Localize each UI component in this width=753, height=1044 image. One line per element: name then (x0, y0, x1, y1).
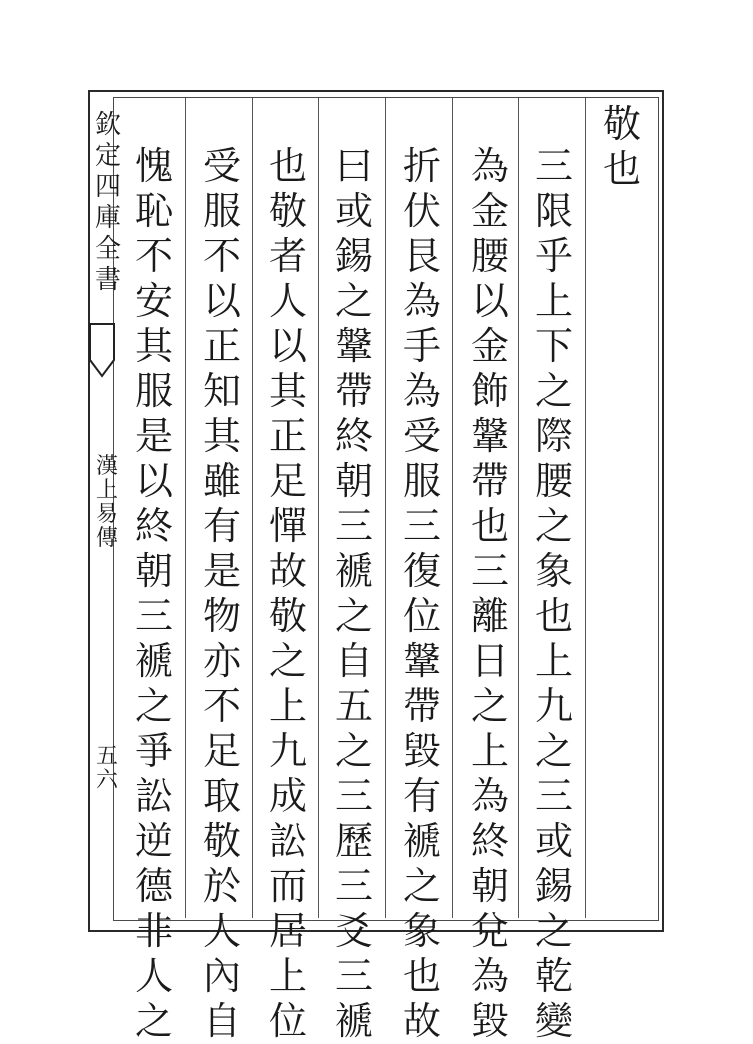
glyph: 服 (402, 459, 441, 503)
glyph: 上 (534, 279, 573, 323)
glyph: 敬 (202, 819, 241, 863)
glyph: 以 (134, 459, 173, 503)
glyph: 朝 (134, 549, 173, 593)
glyph: 為 (470, 954, 509, 998)
glyph: 有 (202, 504, 241, 548)
glyph: 爭 (134, 729, 173, 773)
glyph: 之 (402, 864, 441, 908)
glyph: 三 (470, 549, 509, 593)
glyph: 者 (268, 234, 307, 278)
glyph: 人 (202, 909, 241, 953)
glyph: 成 (268, 774, 307, 818)
glyph: 是 (202, 549, 241, 593)
folio-number (92, 745, 122, 793)
glyph: 人 (268, 279, 307, 323)
column-rule (585, 98, 586, 918)
glyph: 帶 (334, 369, 373, 413)
glyph: 正 (202, 324, 241, 368)
glyph: 受 (402, 414, 441, 458)
glyph: 足 (202, 729, 241, 773)
glyph: 內 (202, 954, 241, 998)
glyph: 之 (534, 504, 573, 548)
glyph: 不 (134, 234, 173, 278)
glyph: 為 (402, 369, 441, 413)
column-rule (318, 98, 319, 918)
glyph: 三 (334, 954, 373, 998)
glyph: 朝 (334, 459, 373, 503)
glyph: 三 (534, 774, 573, 818)
glyph: 上 (95, 478, 118, 503)
glyph: 以 (470, 279, 509, 323)
glyph: 朝 (470, 864, 509, 908)
fishtail-mark (88, 320, 116, 380)
glyph: 安 (134, 279, 173, 323)
column-rule (252, 98, 253, 918)
glyph: 於 (202, 864, 241, 908)
glyph: 以 (202, 279, 241, 323)
glyph: 故 (402, 999, 441, 1043)
glyph: 恥 (134, 189, 173, 233)
glyph: 也 (470, 504, 509, 548)
glyph: 全 (94, 234, 121, 264)
glyph: 三 (134, 594, 173, 638)
glyph: 三 (334, 504, 373, 548)
glyph: 人 (134, 954, 173, 998)
glyph: 憚 (268, 504, 307, 548)
glyph: 曰 (334, 144, 373, 188)
glyph: 之 (534, 909, 573, 953)
glyph: 之 (134, 684, 173, 728)
glyph: 德 (134, 864, 173, 908)
glyph: 帶 (470, 459, 509, 503)
glyph: 三 (334, 864, 373, 908)
glyph: 為 (470, 774, 509, 818)
glyph: 位 (402, 594, 441, 638)
glyph: 兌 (470, 909, 509, 953)
glyph: 上 (268, 684, 307, 728)
glyph: 敬 (602, 102, 641, 146)
glyph: 自 (334, 639, 373, 683)
glyph: 之 (334, 594, 373, 638)
glyph: 褫 (134, 639, 173, 683)
glyph: 鞶 (402, 639, 441, 683)
glyph: 伏 (402, 189, 441, 233)
glyph: 毀 (470, 999, 509, 1043)
glyph: 之 (334, 279, 373, 323)
glyph: 為 (470, 144, 509, 188)
glyph: 漢 (95, 454, 118, 479)
glyph: 終 (470, 819, 509, 863)
glyph: 足 (268, 459, 307, 503)
glyph: 復 (402, 549, 441, 593)
glyph: 庫 (94, 203, 121, 233)
text-column-3 (460, 144, 520, 1044)
glyph: 爻 (334, 909, 373, 953)
glyph: 象 (402, 909, 441, 953)
glyph: 其 (202, 414, 241, 458)
glyph: 傳 (95, 526, 118, 551)
glyph: 之 (470, 684, 509, 728)
glyph: 其 (268, 369, 307, 413)
glyph: 訟 (134, 774, 173, 818)
text-column-6 (258, 144, 318, 1044)
glyph: 腰 (470, 234, 509, 278)
glyph: 也 (534, 594, 573, 638)
glyph: 上 (268, 954, 307, 998)
glyph: 欽 (94, 110, 121, 140)
glyph: 金 (470, 324, 509, 368)
glyph: 錫 (334, 234, 373, 278)
glyph: 飾 (470, 369, 509, 413)
glyph: 服 (202, 189, 241, 233)
glyph: 三 (402, 504, 441, 548)
glyph: 不 (202, 234, 241, 278)
glyph: 也 (402, 954, 441, 998)
glyph: 三 (534, 144, 573, 188)
glyph: 之 (534, 369, 573, 413)
glyph: 是 (134, 414, 173, 458)
glyph: 褫 (334, 549, 373, 593)
glyph: 五 (95, 744, 118, 769)
glyph: 上 (470, 729, 509, 773)
glyph: 非 (134, 909, 173, 953)
glyph: 三 (334, 774, 373, 818)
text-column-1 (592, 102, 652, 192)
glyph: 毀 (402, 729, 441, 773)
glyph: 定 (94, 141, 121, 171)
glyph: 物 (202, 594, 241, 638)
glyph: 訟 (268, 819, 307, 863)
glyph: 象 (534, 549, 573, 593)
running-title (88, 110, 128, 296)
column-rule (385, 98, 386, 918)
glyph: 不 (202, 684, 241, 728)
glyph: 鞶 (470, 414, 509, 458)
glyph: 離 (470, 594, 509, 638)
glyph: 終 (134, 504, 173, 548)
glyph: 也 (268, 144, 307, 188)
glyph: 取 (202, 774, 241, 818)
glyph: 其 (134, 324, 173, 368)
glyph: 逆 (134, 819, 173, 863)
glyph: 正 (268, 414, 307, 458)
glyph: 自 (202, 999, 241, 1043)
glyph: 下 (534, 324, 573, 368)
glyph: 而 (268, 864, 307, 908)
glyph: 金 (470, 189, 509, 233)
glyph: 為 (402, 279, 441, 323)
glyph: 六 (95, 768, 118, 793)
glyph: 五 (334, 684, 373, 728)
glyph: 之 (334, 729, 373, 773)
glyph: 限 (534, 189, 573, 233)
glyph: 艮 (402, 234, 441, 278)
glyph: 四 (94, 172, 121, 202)
glyph: 敬 (268, 594, 307, 638)
glyph: 帶 (402, 684, 441, 728)
glyph: 有 (402, 774, 441, 818)
glyph: 歷 (334, 819, 373, 863)
glyph: 乎 (534, 234, 573, 278)
text-column-4 (392, 144, 452, 1044)
glyph: 書 (94, 265, 121, 295)
glyph: 褫 (334, 999, 373, 1043)
glyph: 或 (334, 189, 373, 233)
glyph: 也 (602, 147, 641, 191)
column-rule (185, 98, 186, 918)
text-column-7 (192, 144, 252, 1044)
glyph: 褫 (402, 819, 441, 863)
glyph: 受 (202, 144, 241, 188)
glyph: 以 (268, 324, 307, 368)
glyph: 腰 (534, 459, 573, 503)
text-column-5 (324, 144, 384, 1044)
glyph: 鞶 (334, 324, 373, 368)
glyph: 故 (268, 549, 307, 593)
glyph: 際 (534, 414, 573, 458)
glyph: 九 (268, 729, 307, 773)
glyph: 手 (402, 324, 441, 368)
glyph: 折 (402, 144, 441, 188)
glyph: 九 (534, 684, 573, 728)
glyph: 之 (134, 999, 173, 1043)
text-column-2 (524, 144, 584, 1044)
glyph: 上 (534, 639, 573, 683)
glyph: 之 (268, 639, 307, 683)
glyph: 知 (202, 369, 241, 413)
text-column-8 (124, 144, 184, 1044)
glyph: 終 (334, 414, 373, 458)
glyph: 日 (470, 639, 509, 683)
glyph: 愧 (134, 144, 173, 188)
glyph: 變 (534, 999, 573, 1043)
glyph: 位 (268, 999, 307, 1043)
glyph: 居 (268, 909, 307, 953)
column-rule (452, 98, 453, 918)
glyph: 乾 (534, 954, 573, 998)
glyph: 服 (134, 369, 173, 413)
glyph: 雖 (202, 459, 241, 503)
glyph: 或 (534, 819, 573, 863)
glyph: 亦 (202, 639, 241, 683)
glyph: 敬 (268, 189, 307, 233)
glyph: 之 (534, 729, 573, 773)
glyph: 易 (95, 502, 118, 527)
section-label (92, 455, 122, 551)
glyph: 錫 (534, 864, 573, 908)
